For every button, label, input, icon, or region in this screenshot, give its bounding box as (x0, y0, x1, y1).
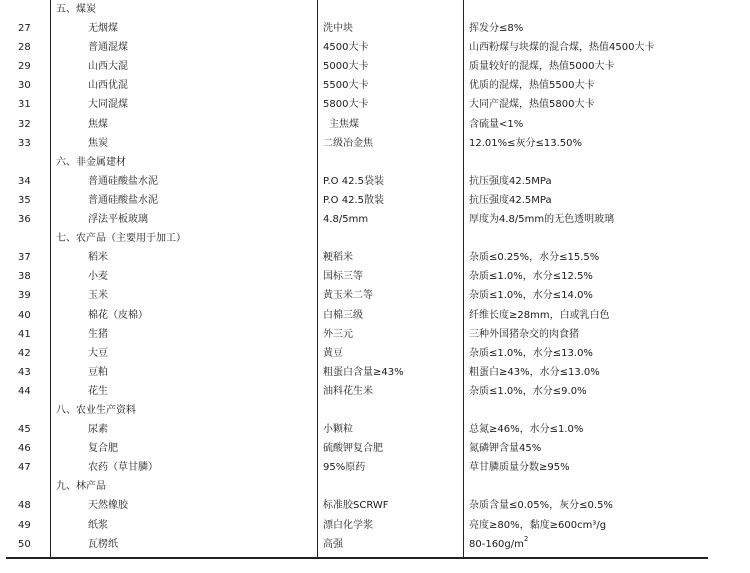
row-number: 40 (18, 309, 31, 321)
product-spec: 4.8/5mm (323, 214, 369, 226)
row-number: 34 (18, 175, 31, 187)
product-desc: 12.01%≤灰分≤13.50% (469, 137, 583, 149)
row-number: 50 (18, 538, 31, 550)
section-title: 六、非金属建材 (56, 156, 126, 168)
table-row (0, 191, 750, 210)
row-number: 39 (18, 290, 31, 302)
product-spec: 小颗粒 (323, 424, 353, 436)
row-number: 47 (18, 462, 31, 474)
table-row (0, 76, 750, 95)
product-desc: 山西粉煤与块煤的混合煤，热值4500大卡 (469, 42, 655, 54)
product-spec: P.O 42.5散装 (323, 194, 384, 206)
product-name: 普通混煤 (88, 42, 128, 54)
product-desc: 抗压强度42.5MPa (469, 194, 552, 206)
product-name: 普通硅酸盐水泥 (88, 175, 158, 187)
row-number: 41 (18, 328, 31, 340)
product-spec: 黄玉米二等 (323, 290, 373, 302)
section-title: 七、农产品（主要用于加工） (56, 233, 186, 245)
row-number: 48 (18, 500, 31, 512)
section-row (0, 477, 750, 496)
product-name: 棉花（皮棉） (88, 309, 148, 321)
product-spec: 4500大卡 (323, 42, 369, 54)
table-row (0, 535, 750, 554)
table-row (0, 115, 750, 134)
product-name: 稻米 (88, 252, 108, 264)
section-row (0, 153, 750, 172)
product-name: 小麦 (88, 271, 108, 283)
table-row (0, 439, 750, 458)
row-number: 44 (18, 385, 31, 397)
product-name: 焦煤 (88, 118, 108, 130)
product-spec: 5500大卡 (323, 80, 369, 92)
product-desc-last (469, 535, 528, 554)
product-name: 纸浆 (88, 519, 108, 531)
table-row (0, 458, 750, 477)
table-row (0, 420, 750, 439)
product-spec: 主焦煤 (329, 118, 359, 130)
row-number: 36 (18, 214, 31, 226)
row-number: 46 (18, 443, 31, 455)
product-name: 山西优混 (88, 80, 128, 92)
product-desc: 杂质≤1.0%，水分≤9.0% (469, 385, 587, 397)
product-desc: 杂质≤1.0%，水分≤13.0% (469, 347, 593, 359)
product-name: 生猪 (88, 328, 108, 340)
product-spec: 5800大卡 (323, 99, 369, 111)
product-name: 无烟煤 (88, 23, 118, 35)
section-row (0, 401, 750, 420)
product-name: 焦炭 (88, 137, 108, 149)
product-desc: 三种外国猪杂交的肉食猪 (469, 328, 579, 340)
product-spec: P.O 42.5袋装 (323, 175, 384, 187)
product-spec: 5000大卡 (323, 61, 369, 73)
product-spec: 国标三等 (323, 271, 363, 283)
product-desc: 厚度为4.8/5mm的无色透明玻璃 (469, 214, 615, 226)
product-desc: 杂质≤0.25%，水分≤15.5% (469, 252, 600, 264)
table-row (0, 38, 750, 57)
product-spec: 白棉三级 (323, 309, 363, 321)
product-spec: 硫酸钾复合肥 (323, 443, 383, 455)
product-name: 大豆 (88, 347, 108, 359)
table-row (0, 496, 750, 515)
table-row (0, 19, 750, 38)
product-name: 尿素 (88, 424, 108, 436)
product-name: 普通硅酸盐水泥 (88, 194, 158, 206)
product-spec: 粳稻米 (323, 252, 353, 264)
product-desc: 优质的混煤，热值5500大卡 (469, 80, 595, 92)
product-desc: 杂质≤1.0%，水分≤12.5% (469, 271, 593, 283)
row-number: 28 (18, 42, 31, 54)
section-title: 五、煤炭 (56, 4, 96, 15)
product-desc: 氮磷钾含量45% (469, 443, 542, 455)
product-name: 天然橡胶 (88, 500, 128, 512)
product-desc: 纤维长度≥28mm，白或乳白色 (469, 309, 610, 321)
product-desc: 总氮≥46%，水分≤1.0% (469, 424, 584, 436)
product-desc: 含硫量<1% (469, 118, 524, 130)
product-desc: 杂质≤1.0%，水分≤14.0% (469, 290, 593, 302)
row-number: 31 (18, 99, 31, 111)
row-number: 29 (18, 61, 31, 73)
table-row (0, 344, 750, 363)
table-row (0, 325, 750, 344)
section-title: 八、农业生产资料 (56, 404, 136, 416)
product-name: 豆粕 (88, 366, 108, 378)
row-number: 35 (18, 194, 31, 206)
row-number: 37 (18, 252, 31, 264)
section-row (0, 0, 750, 19)
product-desc: 草甘膦质量分数≥95% (469, 462, 570, 474)
product-name: 玉米 (88, 290, 108, 302)
product-spec: 高强 (323, 538, 343, 550)
row-number: 45 (18, 424, 31, 436)
desc-superscript: 2 (523, 535, 529, 544)
table-row (0, 516, 750, 535)
row-number: 38 (18, 271, 31, 283)
row-number: 42 (18, 347, 31, 359)
product-spec: 二级冶金焦 (323, 137, 373, 149)
row-number: 43 (18, 366, 31, 378)
product-desc: 质量较好的混煤，热值5000大卡 (469, 61, 615, 73)
table-row (0, 286, 750, 305)
desc-base: 80-160g/m (469, 538, 524, 550)
product-desc: 抗压强度42.5MPa (469, 175, 552, 187)
table-row (0, 57, 750, 76)
product-spec: 黄豆 (323, 347, 343, 359)
table-row (0, 382, 750, 401)
table-row (0, 363, 750, 382)
product-desc: 大同产混煤，热值5800大卡 (469, 99, 595, 111)
product-spec: 油料花生米 (323, 385, 373, 397)
product-name: 大同混煤 (88, 99, 128, 111)
row-number: 32 (18, 118, 31, 130)
section-title: 九、林产品 (56, 481, 106, 493)
product-name: 山西大混 (88, 61, 128, 73)
section-row (0, 229, 750, 248)
product-spec: 外三元 (323, 328, 353, 340)
table-row (0, 267, 750, 286)
row-number: 30 (18, 80, 31, 92)
product-spec: 95%原药 (323, 462, 366, 474)
product-desc: 挥发分≤8% (469, 23, 524, 35)
table-row (0, 134, 750, 153)
product-spec: 洗中块 (323, 23, 353, 35)
product-name: 花生 (88, 385, 108, 397)
table-bottom-rule (6, 557, 708, 559)
table-row (0, 210, 750, 229)
product-desc: 亮度≥80%，黏度≥600cm³/g (469, 519, 607, 531)
product-spec: 漂白化学浆 (323, 519, 373, 531)
product-desc: 粗蛋白≥43%，水分≤13.0% (469, 366, 600, 378)
product-spec: 粗蛋白含量≥43% (323, 366, 404, 378)
product-desc: 杂质含量≤0.05%，灰分≤0.5% (469, 500, 613, 512)
table-row (0, 248, 750, 267)
table-row (0, 306, 750, 325)
product-name: 农药（草甘膦） (88, 462, 158, 474)
row-number: 49 (18, 519, 31, 531)
product-name: 瓦楞纸 (88, 538, 118, 550)
row-number: 33 (18, 137, 31, 149)
table-row (0, 95, 750, 114)
product-name: 浮法平板玻璃 (88, 214, 148, 226)
product-name: 复合肥 (88, 443, 118, 455)
row-number: 27 (18, 23, 31, 35)
product-spec: 标准胶SCRWF (323, 500, 389, 512)
table-row (0, 172, 750, 191)
